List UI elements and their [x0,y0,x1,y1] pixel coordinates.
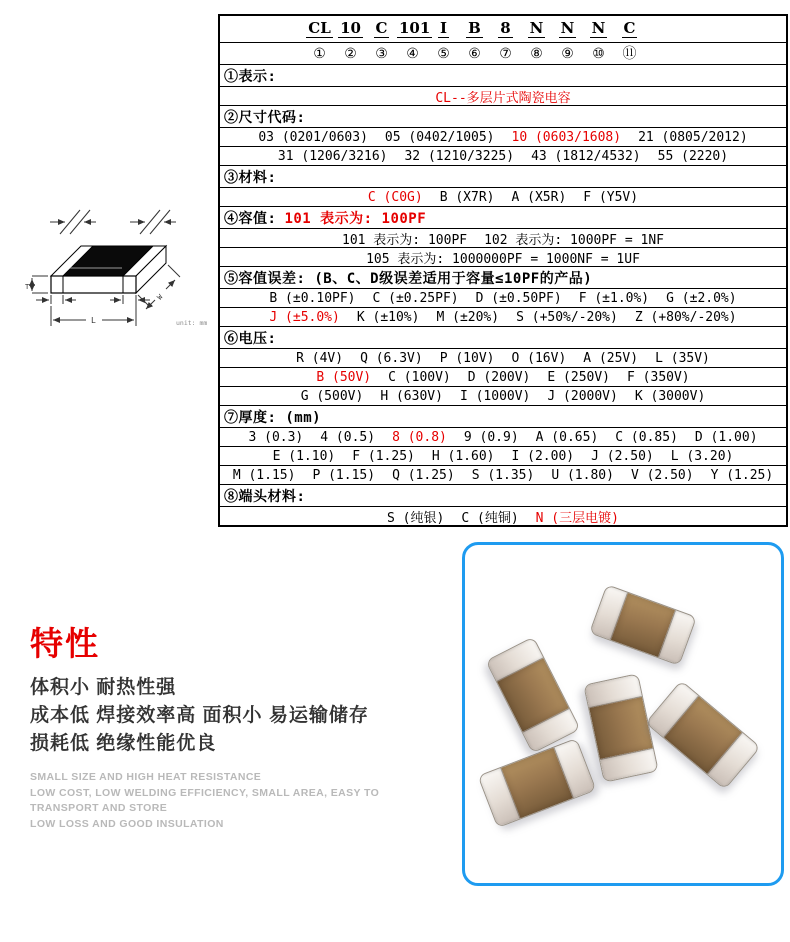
sketch-label-t: T [25,283,30,291]
code-circle: ③ [375,45,388,62]
code-char-text: N [529,19,544,37]
chip-capacitor-photo [589,584,697,666]
spec-row [220,348,786,367]
code-circle: ⑦ [499,45,512,62]
spec-cell: K (±10%) [356,309,420,325]
spec-row [220,427,786,446]
code-char-text: I [439,19,448,37]
chip-capacitor-photo [583,673,659,782]
features-section [30,626,450,832]
code-char [490,21,521,42]
spec-row [220,127,786,146]
feature-line-en: SMALL SIZE AND HIGH HEAT RESISTANCE [30,771,262,784]
spec-cell: J (2.50) [591,448,654,464]
spec-cell: 43 (1812/4532) [531,148,641,164]
spec-cell: Z (+80%/-20%) [634,309,737,325]
capacitor-dimension-sketch [24,194,219,342]
part-number-spec-table [218,14,788,527]
spec-row [220,206,786,228]
spec-row [220,105,786,127]
spec-cell: S (纯银) [387,510,445,526]
code-circle: ② [344,45,357,62]
spec-cell: A (X5R) [511,189,567,205]
spec-cell: B (±0.10PF) [269,290,356,306]
spec-cell: B (X7R) [439,189,495,205]
spec-cell: ②尺寸代码: [224,109,306,126]
sketch-label-l: L [91,316,96,325]
code-char-row [220,16,786,42]
spec-cell: ⑤容值误差: (B、C、D级误差适用于容量≤10PF的产品) [224,270,593,287]
spec-cell: R (4V) [296,350,344,366]
code-char [552,21,583,42]
code-char-text: 101 [399,19,431,37]
feature-line-en: LOW LOSS AND GOOD INSULATION [30,817,224,830]
feature-line-cn: 成本低 焊接效率高 面积小 易运输储存 [30,705,369,727]
code-char [614,21,645,42]
spec-row [220,228,786,247]
spec-cell: S (1.35) [471,467,535,483]
code-char [521,21,552,42]
code-char-text: C [623,19,636,37]
code-char-text: N [591,19,606,37]
features-title: 特性 [30,625,100,662]
spec-cell: D (±0.50PF) [475,290,562,306]
code-char-text: CL [308,19,331,37]
spec-cell: V (2.50) [630,467,694,483]
spec-row [220,266,786,288]
sketch-unit-note: unit: mm [176,319,208,327]
spec-cell: 31 (1206/3216) [277,148,388,164]
code-circle: ⑨ [561,45,574,62]
spec-cell: ⑦厚度: (mm) [224,409,322,426]
code-char [397,19,431,42]
spec-cell: A (25V) [583,350,639,366]
spec-row [220,146,786,165]
spec-row [220,386,786,405]
feature-line-cn: 体积小 耐热性强 [30,677,177,699]
sketch-label-w: W [155,293,165,302]
spec-cell: 03 (0201/0603) [258,129,368,145]
spec-row [220,288,786,307]
spec-cell: Y (1.25) [710,467,774,483]
spec-cell: ③材料: [224,169,277,186]
spec-row [220,165,786,187]
spec-row [220,506,786,525]
code-char [459,21,490,42]
spec-row [220,405,786,427]
spec-cell: 55 (2220) [657,148,729,164]
spec-cell: P (1.15) [312,467,376,483]
spec-cell: 9 (0.9) [463,429,519,445]
spec-cell: F (1.25) [352,448,415,464]
chip-capacitor-photo [477,738,596,828]
spec-cell: F (Y5V) [583,189,639,205]
spec-cell: J (±5.0%) [269,309,340,325]
spec-cell: 32 (1210/3225) [404,148,515,164]
code-circle: ⑥ [468,45,481,62]
spec-cell: A (0.65) [535,429,599,445]
code-num-row [220,42,786,64]
spec-cell: D (200V) [467,369,531,385]
feature-line-en: LOW COST, LOW WELDING EFFICIENCY, SMALL AREA, EASY TO TRANSPORT AND STORE [30,786,380,815]
spec-cell: I (1000V) [459,388,531,404]
spec-cell: Q (1.25) [392,467,455,483]
spec-cell: 101 表示为: 100PF [342,232,468,248]
spec-cell: ⑧端头材料: [224,488,306,505]
spec-rows [220,64,786,525]
spec-cell: ④容值: [224,210,277,227]
spec-row [220,446,786,465]
spec-cell: G (500V) [300,388,364,404]
spec-cell: M (±20%) [436,309,500,325]
code-circle: ① [313,45,326,62]
spec-cell: I (2.00) [511,448,575,464]
spec-cell: 8 (0.8) [392,429,447,445]
spec-cell: J (2000V) [547,388,618,404]
features-cn [30,674,450,758]
spec-cell: N (三层电镀) [535,510,619,526]
code-circle: ④ [406,45,419,62]
code-char [304,21,335,42]
spec-row [220,307,786,326]
code-char-text: 8 [500,19,511,37]
spec-cell: O (16V) [511,350,567,366]
feature-line-cn: 损耗低 绝缘性能优良 [30,733,217,755]
spec-cell: H (1.60) [431,448,495,464]
code-char [428,21,459,42]
code-char [366,21,397,42]
code-circle: ⑧ [530,45,543,62]
spec-cell: F (350V) [627,369,690,385]
spec-cell: 3 (0.3) [248,429,304,445]
code-char-text: N [560,19,575,37]
spec-cell: ①表示: [224,68,277,85]
spec-cell: 10 (0603/1608) [511,129,622,145]
code-circle: ⑩ [592,45,605,62]
spec-cell: F (±1.0%) [578,290,650,306]
spec-cell: P (10V) [439,350,495,366]
spec-row [220,465,786,484]
code-char-text: C [375,19,388,37]
chip-capacitor-photo [485,636,580,753]
spec-cell: U (1.80) [551,467,614,483]
spec-cell: 05 (0402/1005) [384,129,495,145]
spec-cell: 21 (0805/2012) [638,129,748,145]
spec-cell: 101 表示为: 100PF [284,210,427,227]
spec-cell: C (100V) [388,369,451,385]
spec-cell: K (3000V) [634,388,706,404]
code-char-text: 10 [340,19,361,37]
spec-row [220,484,786,506]
spec-row [220,247,786,266]
capacitor-sketch-drawing [24,194,219,342]
code-char [583,21,614,42]
spec-row [220,367,786,386]
spec-row [220,187,786,206]
spec-cell: M (1.15) [232,467,296,483]
spec-cell: L (35V) [655,350,710,366]
spec-cell: C (0.85) [615,429,678,445]
spec-cell: 105 表示为: 1000000PF = 1000NF = 1UF [366,251,640,267]
code-circle: ⑤ [437,45,450,62]
spec-cell: H (630V) [380,388,443,404]
features-en [30,770,450,832]
spec-cell: Q (6.3V) [360,350,423,366]
code-circle: ⑪ [622,45,637,62]
chip-capacitor-photo [645,680,761,790]
code-char-text: B [468,19,481,37]
spec-cell: S (+50%/-20%) [516,309,618,325]
spec-cell: C (±0.25PF) [372,290,459,306]
spec-cell: C (C0G) [367,189,423,205]
spec-row [220,86,786,105]
spec-cell: 4 (0.5) [320,429,376,445]
code-char [335,21,366,42]
spec-cell: CL--多层片式陶瓷电容 [435,90,571,106]
spec-cell: G (±2.0%) [666,290,737,306]
spec-cell: L (3.20) [670,448,734,464]
spec-row [220,326,786,348]
product-photo-frame [462,542,784,886]
spec-cell: E (1.10) [272,448,336,464]
spec-cell: 102 表示为: 1000PF = 1NF [484,232,664,248]
spec-cell: ⑥电压: [224,330,277,347]
spec-cell: E (250V) [547,369,611,385]
spec-cell: D (1.00) [694,429,758,445]
spec-cell: B (50V) [316,369,372,385]
spec-cell: C (纯铜) [461,510,519,526]
spec-row [220,64,786,86]
